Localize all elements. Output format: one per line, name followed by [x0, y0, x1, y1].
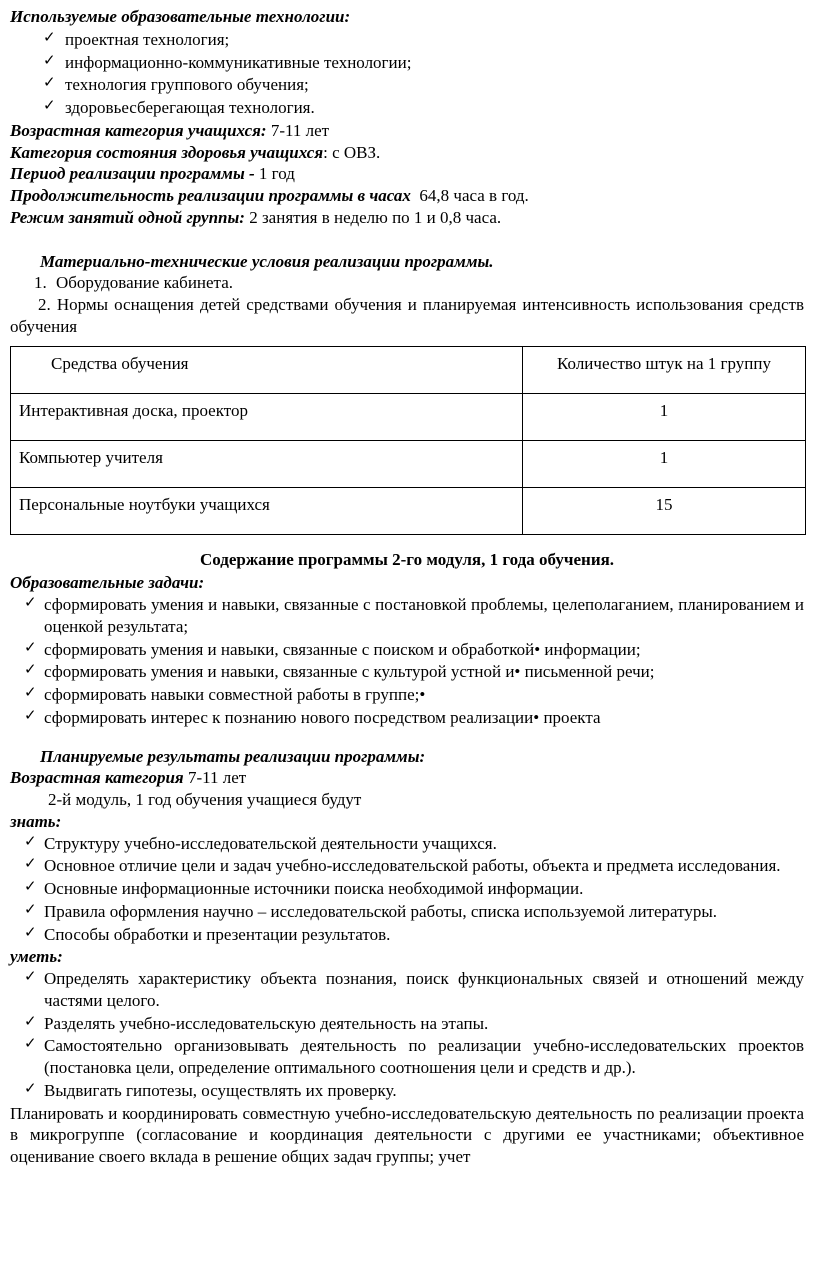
table-row: [11, 393, 806, 440]
list-item: [10, 29, 804, 51]
spacer: [10, 730, 804, 746]
list-item: [10, 1013, 804, 1035]
material-item-2: [10, 294, 804, 338]
educational-tasks-list: [10, 594, 804, 729]
table-cell-count: 1: [523, 393, 806, 440]
param-period-value: 1 год: [258, 164, 295, 184]
list-item: [10, 639, 804, 661]
param-age: [10, 120, 804, 142]
list-item: [10, 74, 804, 96]
list-item-label: сформировать навыки совместной работы в группе;•: [44, 685, 426, 704]
check-icon: ✓: [24, 595, 37, 611]
closing-paragraph: Планировать и координировать совместную учебно-исследовательскую деятельность по реализации проекта в микрогруппе (согласование и координация деятельности с другими ее участниками; объективное оценивание своего вклада в решение общих задач группы; учет: [10, 1103, 804, 1166]
list-item: [10, 855, 804, 877]
list-item-label: проектная технология;: [65, 29, 230, 49]
technologies-heading: Используемые образовательные технологии:: [10, 7, 351, 26]
material-item-1-label: Оборудование кабинета.: [56, 273, 233, 293]
technologies-list: [10, 29, 804, 119]
list-item-label: Основные информационные источники поиска необходимой информации.: [44, 879, 584, 898]
list-item: [10, 661, 804, 683]
know-heading: знать:: [10, 811, 62, 831]
list-item-label: сформировать умения и навыки, связанные с культурой устной и• письменной речи;: [44, 662, 655, 682]
param-age-value: 7-11 лет: [270, 120, 330, 140]
list-item: [10, 684, 804, 706]
list-item-label: технология группового обучения;: [65, 75, 309, 95]
param-schedule: [10, 207, 804, 229]
check-icon: ✓: [43, 98, 56, 114]
table-cell-means: Компьютер учителя: [11, 440, 523, 487]
check-icon: ✓: [24, 1080, 37, 1097]
age-category-label: Возрастная категория: [10, 768, 184, 788]
check-icon: ✓: [24, 707, 37, 724]
table-header-row: [11, 346, 806, 393]
list-item: [10, 878, 804, 900]
list-item: [10, 707, 804, 729]
check-icon: ✓: [43, 52, 56, 69]
age-category-line: [10, 767, 804, 789]
table-cell-means: Персональные ноутбуки учащихся: [11, 487, 523, 534]
param-health: [10, 142, 804, 164]
list-item-label: Основное отличие цели и задач учебно-исследовательской работы, объекта и предмета исследования.: [44, 856, 781, 876]
list-item-label: Самостоятельно организовывать деятельность по реализации учебно-исследовательских проектов (постановка цели, определение оптимального соотношения цели и средств и др.).: [44, 1036, 804, 1077]
list-item: [10, 52, 804, 74]
table-cell-count: 1: [523, 440, 806, 487]
know-list: [10, 833, 804, 946]
check-icon: ✓: [24, 685, 37, 701]
list-item: [10, 97, 804, 119]
param-period-label: Период реализации программы -: [10, 164, 255, 184]
check-icon: ✓: [24, 924, 37, 941]
list-item-label: Выдвигать гипотезы, осуществлять их проверку.: [44, 1080, 397, 1100]
material-item-1-number: 1.: [34, 273, 47, 293]
age-category-value: 7-11 лет: [187, 768, 247, 788]
table-cell-means: Интерактивная доска, проектор: [11, 393, 523, 440]
list-item-label: Способы обработки и презентации результатов.: [44, 924, 391, 944]
list-item: [10, 968, 804, 1012]
able-list: [10, 968, 804, 1102]
check-icon: ✓: [24, 901, 37, 918]
param-age-label: Возрастная категория учащихся:: [10, 120, 267, 140]
list-item: [10, 901, 804, 923]
material-item-1: [10, 272, 804, 294]
check-icon: ✓: [24, 879, 37, 895]
param-schedule-value: 2 занятия в неделю по 1 и 0,8 часа.: [249, 207, 502, 227]
list-item-label: информационно-коммуникативные технологии;: [65, 52, 412, 72]
list-item-label: здоровьесберегающая технология.: [65, 98, 315, 117]
check-icon: ✓: [24, 639, 37, 656]
module-line: 2-й модуль, 1 год обучения учащиеся будут: [48, 790, 362, 809]
table-cell-count: 15: [523, 487, 806, 534]
check-icon: ✓: [43, 75, 56, 92]
param-duration: [10, 185, 804, 207]
list-item: [10, 1080, 804, 1102]
list-item-label: сформировать умения и навыки, связанные с поиском и обработкой• информации;: [44, 639, 641, 659]
param-health-value: : с ОВЗ.: [323, 142, 381, 162]
list-item: [10, 594, 804, 638]
list-item-label: Определять характеристику объекта познания, поиск функциональных связей и отношений между частями целого.: [44, 969, 804, 1010]
list-item-label: Правила оформления научно – исследовательской работы, списка используемой литературы.: [44, 901, 717, 921]
table-row: [11, 487, 806, 534]
table-row: [11, 440, 806, 487]
list-item: [10, 1035, 804, 1079]
list-item: [10, 924, 804, 946]
spacer: [10, 229, 804, 251]
list-item: [10, 833, 804, 855]
material-conditions-heading: Материально-технические условия реализации программы.: [40, 251, 494, 271]
check-icon: ✓: [24, 662, 37, 679]
program-content-title: Содержание программы 2-го модуля, 1 года обучения.: [199, 549, 615, 569]
check-icon: ✓: [43, 29, 56, 46]
check-icon: ✓: [24, 856, 37, 873]
table-header-cell: Количество штук на 1 группу: [523, 346, 806, 393]
material-item-2-label: Нормы оснащения детей средствами обучения и планируемая интенсивность использования средств обучения: [10, 295, 804, 336]
param-duration-value: 64,8 часа в год.: [419, 186, 529, 205]
material-item-2-number: 2.: [38, 295, 51, 314]
check-icon: ✓: [24, 969, 37, 985]
list-item-label: сформировать умения и навыки, связанные с постановкой проблемы, целеполаганием, планированием и оценкой результата;: [44, 595, 804, 636]
list-item-label: Разделять учебно-исследовательскую деятельность на этапы.: [44, 1013, 489, 1033]
param-schedule-label: Режим занятий одной группы:: [10, 207, 245, 227]
check-icon: ✓: [24, 1013, 37, 1030]
able-heading: уметь:: [10, 947, 63, 967]
table-header-cell: Средства обучения: [11, 346, 523, 393]
list-item-label: Структуру учебно-исследовательской деятельности учащихся.: [44, 833, 497, 853]
check-icon: ✓: [24, 833, 37, 850]
check-icon: ✓: [24, 1036, 37, 1053]
educational-tasks-heading: Образовательные задачи:: [10, 573, 205, 593]
param-duration-label: Продолжительность реализации программы в часах: [10, 186, 411, 205]
equipment-table: [10, 346, 806, 535]
param-period: [10, 163, 804, 185]
list-item-label: сформировать интерес к познанию нового посредством реализации• проекта: [44, 707, 601, 727]
param-health-label: Категория состояния здоровья учащихся: [10, 142, 324, 162]
planned-results-heading: Планируемые результаты реализации программы:: [40, 746, 426, 766]
